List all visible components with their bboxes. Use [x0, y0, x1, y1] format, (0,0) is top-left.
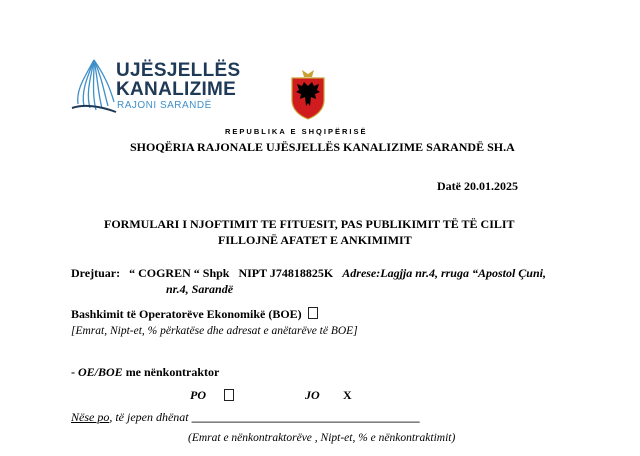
addressee-address-line-1: Adrese:Lagjja nr.4, rruga “Apostol Çuni, — [342, 266, 546, 280]
boe-checkbox[interactable] — [308, 307, 318, 319]
waterdrop-logo-icon — [70, 58, 120, 118]
logo-line-1: UJËSJELLËS — [116, 60, 241, 81]
no-mark[interactable]: X — [343, 388, 352, 402]
company-logo — [66, 56, 241, 116]
if-yes-row — [71, 410, 420, 425]
addressee-row — [71, 266, 546, 281]
no-label: JO — [305, 388, 320, 402]
subcontractor-details-field[interactable]: ______________________________________ — [191, 410, 420, 424]
yes-label: PO — [190, 388, 206, 402]
form-title-line-1: FORMULARI I NJOFTIMIT TE FITUESIT, PAS PUBLIKIMIT TË TË CILIT — [104, 217, 515, 231]
if-yes-text: , të jepen dhënat — [109, 410, 189, 424]
form-title-line-2: FILLOJNË AFATET E ANKIMIMIT — [218, 233, 412, 247]
subcontractor-note: (Emrat e nënkontraktorëve , Nipt-et, % e nënkontraktimit) — [188, 432, 456, 444]
yes-checkbox[interactable] — [224, 389, 234, 401]
company-name: SHOQËRIA RAJONALE UJËSJELLËS KANALIZIME SARANDË SH.A — [130, 140, 515, 154]
addressee-nipt: NIPT J74818825K — [238, 266, 334, 280]
addressee-name: “ COGREN “ Shpk — [129, 266, 230, 280]
addressee-label: Drejtuar: — [71, 266, 121, 280]
if-yes-label: Nëse po — [71, 410, 110, 424]
albania-coat-of-arms — [288, 68, 328, 120]
boe-note: [Emrat, Nipt-et, % përkatëse dhe adresat e anëtarëve të BOE] — [71, 325, 358, 337]
subcontractor-prefix: - — [71, 365, 78, 379]
logo-line-2: KANALIZIME — [116, 79, 237, 100]
logo-line-3: RAJONI SARANDË — [117, 100, 212, 111]
subcontractor-oe: OE/BOE — [78, 365, 123, 379]
eagle-shield-icon — [288, 68, 328, 120]
boe-row — [71, 307, 318, 322]
addressee-address-line-2: nr.4, Sarandë — [166, 282, 234, 296]
subcontractor-question — [71, 365, 219, 380]
subcontractor-text: me nënkontraktor — [122, 365, 220, 379]
boe-label: Bashkimit të Operatorëve Ekonomikë (BOE) — [71, 307, 302, 321]
emblem-caption: REPUBLIKA E SHQIPËRISË — [225, 127, 368, 136]
document-date: Datë 20.01.2025 — [437, 179, 518, 193]
